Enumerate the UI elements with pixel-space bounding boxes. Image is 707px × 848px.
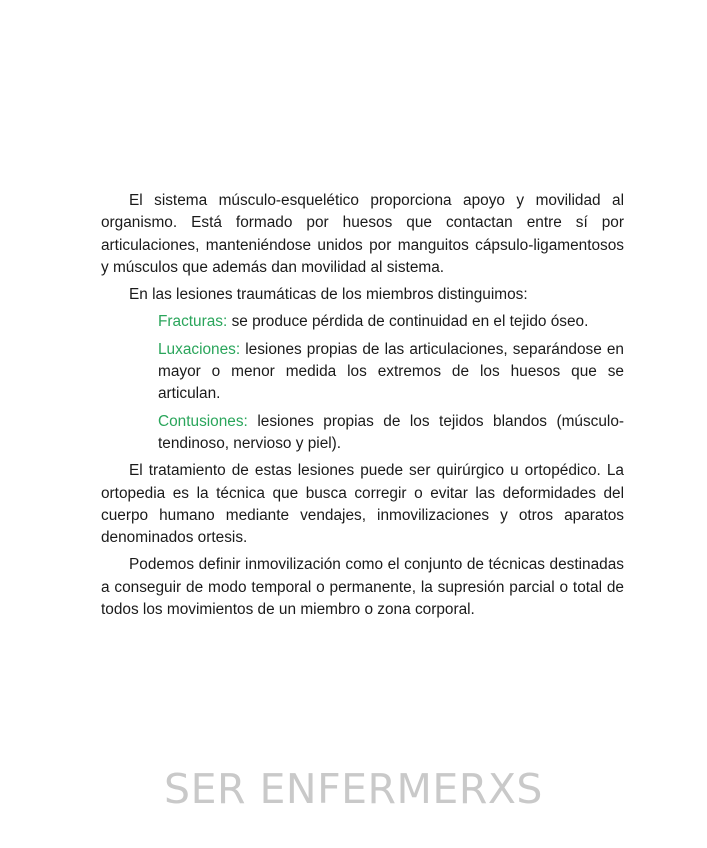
intro-paragraph: El sistema músculo-esquelético proporciona apoyo y movilidad al organismo. Está formado por huesos que contactan entre sí por articulaciones, manteniéndose unidos por manguitos cápsulo-ligamentosos y músculos que además dan movilidad al sistema. <box>101 192 624 276</box>
definition-text: lesiones propias de los tejidos blandos (músculo-tendinoso, nervioso y piel). <box>158 412 624 452</box>
definition-contusiones <box>158 411 624 456</box>
definition-text: lesiones propias de las articulaciones, separándose en mayor o menor medida los extremos de los huesos que se articulan. <box>158 340 624 403</box>
lesions-intro-paragraph: En las lesiones traumáticas de los miembros distinguimos: <box>129 286 528 304</box>
definition-text: se produce pérdida de continuidad en el tejido óseo. <box>231 313 589 331</box>
treatment-paragraph: El tratamiento de estas lesiones puede ser quirúrgico u ortopédico. La ortopedia es la técnica que busca corregir o evitar las deformidades del cuerpo humano mediante vendajes, inmovilizaciones y otros aparatos denominados ortesis. <box>101 462 624 547</box>
definition-term: Fracturas: <box>158 313 228 331</box>
definition-fracturas <box>158 311 624 333</box>
page-body <box>101 190 624 626</box>
definition-term: Contusiones: <box>158 412 248 430</box>
definition-luxaciones <box>158 339 624 406</box>
definition-list <box>158 311 624 455</box>
definition-term: Luxaciones: <box>158 340 241 358</box>
immobilization-paragraph: Podemos definir inmovilización como el conjunto de técnicas destinadas a conseguir de modo temporal o permanente, la supresión parcial o total de todos los movimientos de un miembro o zona corporal. <box>101 556 624 619</box>
watermark-logo: SER ENFERMERXS <box>164 765 543 813</box>
